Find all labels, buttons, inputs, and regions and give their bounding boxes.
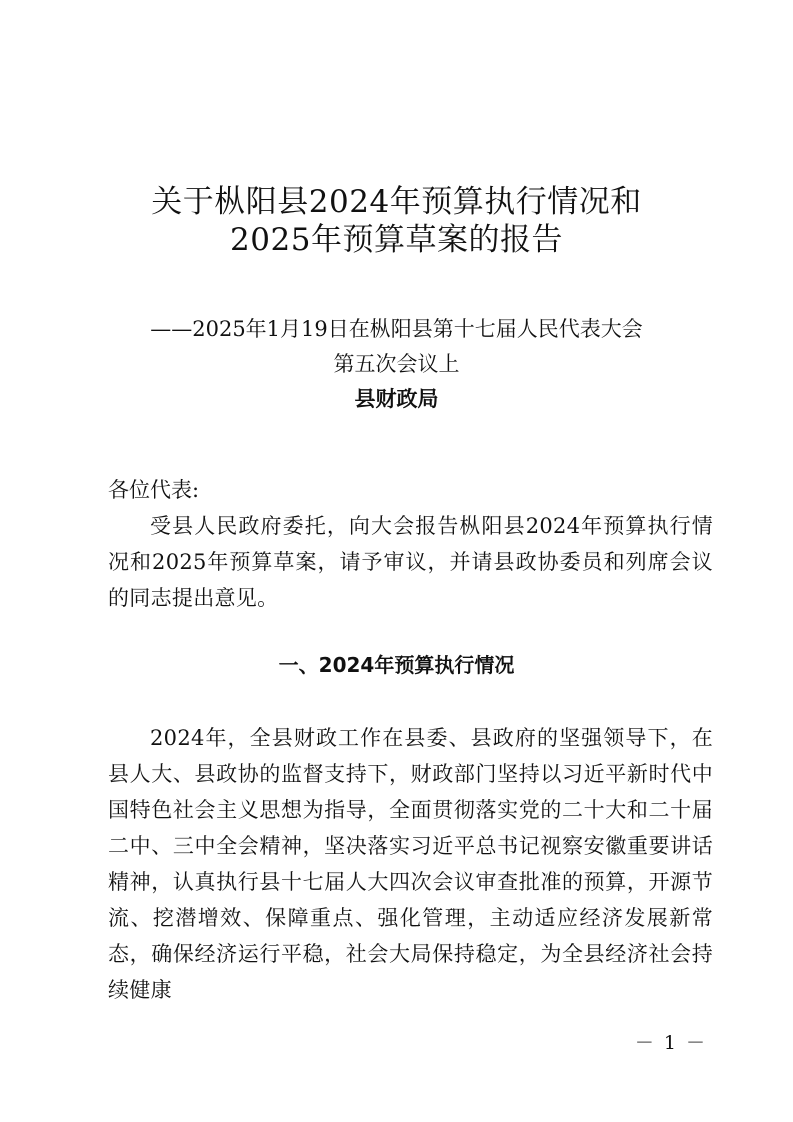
report-issuer: 县财政局 xyxy=(354,386,439,411)
page-number: － 1 － xyxy=(634,1032,707,1054)
greeting: 各位代表: xyxy=(108,478,200,502)
intro-paragraph: 受县人民政府委托，向大会报告枞阳县2024年预算执行情况和2025年预算草案，请予审议，并请县政协委员和列席会议的同志提出意见。 xyxy=(108,514,713,610)
report-subtitle-line-1: ——2025年1月19日在枞阳县第十七届人民代表大会 xyxy=(150,317,643,341)
report-title-line-2: 2025年预算草案的报告 xyxy=(230,222,563,258)
body-paragraph: 2024年，全县财政工作在县委、县政府的坚强领导下，在县人大、县政协的监督支持下，财政部门坚持以习近平新时代中国特色社会主义思想为指导，全面贯彻落实党的二十大和二十届二中、三中全会精神，坚决落实习近平总书记视察安徽重要讲话精神，认真执行县十七届人大四次会议审查批准的预算，开源节流、挖潜增效、保障重点、强化管理，主动适应经济发展新常态，确保经济运行平稳，社会大局保持稳定，为全县经济社会持续健康 xyxy=(108,726,713,1002)
section-heading: 一、2024年预算执行情况 xyxy=(278,653,515,677)
report-title-line-1: 关于枞阳县2024年预算执行情况和 xyxy=(151,184,642,220)
report-subtitle-line-2: 第五次会议上 xyxy=(333,352,460,376)
